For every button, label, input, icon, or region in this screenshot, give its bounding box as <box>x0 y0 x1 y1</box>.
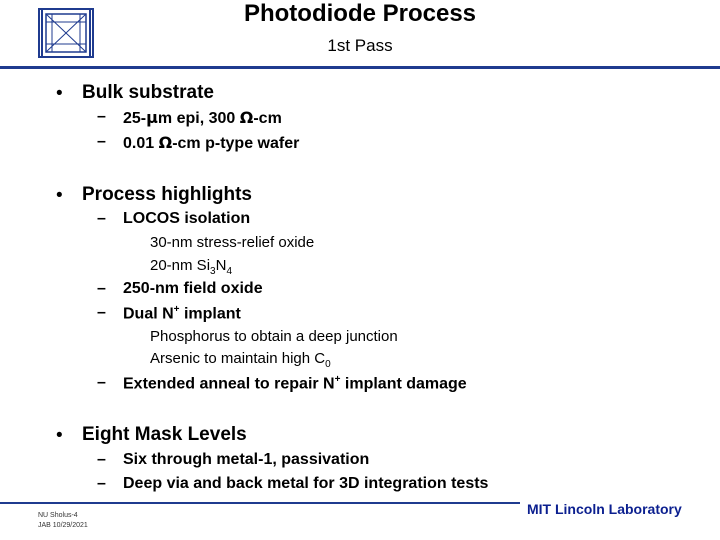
dash-icon: – <box>97 304 106 321</box>
bullet-label: Eight Mask Levels <box>82 424 247 445</box>
item-text: 0.01 Ω-cm p-type wafer <box>123 133 300 152</box>
dash-icon: – <box>97 133 106 150</box>
sub-item-text: 20-nm $Si_3N_4$ <box>150 257 232 277</box>
bullet-label: Process highlights <box>82 184 252 205</box>
dash-icon: – <box>97 210 106 227</box>
bullet-icon: • <box>56 83 63 104</box>
sub-item-text: 30-nm stress-relief oxide <box>150 234 315 251</box>
item-text: Six through metal-1, passivation <box>123 451 370 468</box>
item-text: Deep via and back metal for 3D integration tests <box>123 475 489 492</box>
header-divider <box>0 66 720 69</box>
item-text: 25-μm epi, 300 Ω-cm <box>123 108 282 127</box>
footer-date: JAB 10/29/2021 <box>38 522 88 529</box>
dash-icon: – <box>97 280 106 297</box>
item-text: Dual N+ implant <box>123 304 241 323</box>
sub-item-text: Arsenic to maintain high $C_0$ <box>150 350 331 370</box>
footer-divider <box>0 502 520 504</box>
bullet-label: Bulk substrate <box>82 82 214 103</box>
dash-icon: – <box>97 374 106 391</box>
bullet-icon: • <box>56 425 63 446</box>
dash-icon: – <box>97 108 106 125</box>
footer-ref: NU Sholus-4 <box>38 512 78 519</box>
item-text: Extended anneal to repair N+ implant damage <box>123 374 467 393</box>
org-name: MIT Lincoln Laboratory <box>527 501 682 517</box>
dash-icon: – <box>97 475 106 492</box>
slide-subtitle: 1st Pass <box>327 36 393 55</box>
dash-icon: – <box>97 451 106 468</box>
item-text: 250-nm field oxide <box>123 280 263 297</box>
item-text: LOCOS isolation <box>123 210 251 227</box>
sub-item-text: Phosphorus to obtain a deep junction <box>150 328 398 345</box>
bullet-icon: • <box>56 185 63 206</box>
slide-title: Photodiode Process <box>243 0 477 27</box>
